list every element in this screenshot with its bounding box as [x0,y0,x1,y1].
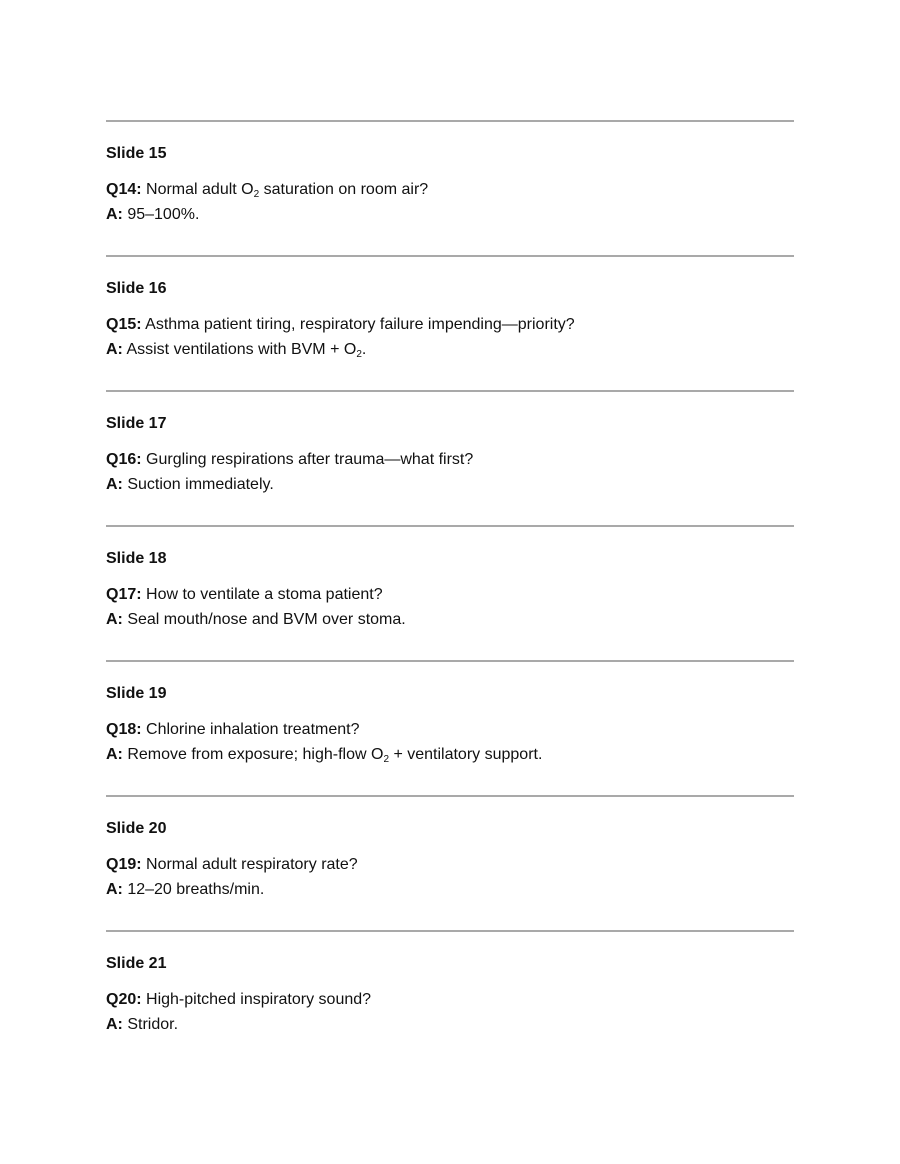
answer-line [106,1015,178,1035]
text-run: Gurgling respirations after trauma—what first? [141,451,474,468]
question-label: Q14: [106,181,142,198]
answer-line [106,205,199,225]
text-run: + ventilatory support. [389,746,543,763]
section-divider [106,795,794,797]
slide-title: Slide 21 [106,955,167,972]
qa-section [106,930,794,1065]
document-page [106,120,794,1065]
answer-text [123,206,200,223]
subscript-text: 2 [356,349,362,360]
question-text [142,856,358,873]
slide-title: Slide 16 [106,280,167,297]
text-run: . [361,341,367,358]
answer-text [123,1016,178,1033]
text-run: Normal adult O [141,181,254,198]
text-run: Suction immediately. [122,476,274,493]
question-line [106,180,428,200]
answer-line [106,610,406,630]
question-text [142,586,383,603]
text-run: Stridor. [122,1016,179,1033]
question-line [106,720,359,740]
answer-label: A: [106,881,123,898]
question-line [106,450,473,470]
section-divider [106,255,794,257]
qa-section [106,390,794,525]
section-divider [106,120,794,122]
slide-title: Slide 18 [106,550,167,567]
question-line [106,990,371,1010]
question-line [106,315,575,335]
qa-section [106,795,794,930]
section-divider [106,930,794,932]
answer-label: A: [106,611,123,628]
text-run: How to ventilate a stoma patient? [141,586,383,603]
question-text [142,181,429,198]
qa-section [106,660,794,795]
answer-text [123,746,543,763]
answer-line [106,340,366,360]
text-run: Assist ventilations with BVM + O [122,341,357,358]
question-text [142,991,371,1008]
text-run: Chlorine inhalation treatment? [141,721,360,738]
answer-text [123,881,264,898]
answer-line [106,745,542,765]
slide-title: Slide 15 [106,145,167,162]
qa-section [106,120,794,255]
slide-title: Slide 17 [106,415,167,432]
answer-label: A: [106,206,123,223]
question-label: Q17: [106,586,142,603]
subscript-text: 2 [383,754,389,765]
answer-label: A: [106,476,123,493]
question-label: Q19: [106,856,142,873]
answer-text [123,476,274,493]
question-label: Q20: [106,991,142,1008]
section-divider [106,525,794,527]
text-run: 95–100%. [122,206,200,223]
answer-label: A: [106,746,123,763]
text-run: Remove from exposure; high-flow O [122,746,384,763]
text-run: High-pitched inspiratory sound? [141,991,372,1008]
answer-line [106,880,264,900]
text-run: 12–20 breaths/min. [122,881,265,898]
question-label: Q18: [106,721,142,738]
slide-title: Slide 20 [106,820,167,837]
subscript-text: 2 [253,189,260,200]
qa-section [106,525,794,660]
answer-text [123,341,366,358]
question-text [142,316,575,333]
answer-text [123,611,406,628]
question-line [106,855,358,875]
answer-label: A: [106,341,123,358]
qa-section [106,255,794,390]
question-text [142,721,360,738]
text-run: Seal mouth/nose and BVM over stoma. [122,611,406,628]
question-line [106,585,383,605]
section-divider [106,390,794,392]
slide-title: Slide 19 [106,685,167,702]
answer-line [106,475,274,495]
question-text [142,451,474,468]
question-label: Q15: [106,316,142,333]
text-run: Normal adult respiratory rate? [141,856,358,873]
text-run: saturation on room air? [259,181,429,198]
question-label: Q16: [106,451,142,468]
section-divider [106,660,794,662]
answer-label: A: [106,1016,123,1033]
text-run: Asthma patient tiring, respiratory failure impending—priority? [141,316,575,333]
